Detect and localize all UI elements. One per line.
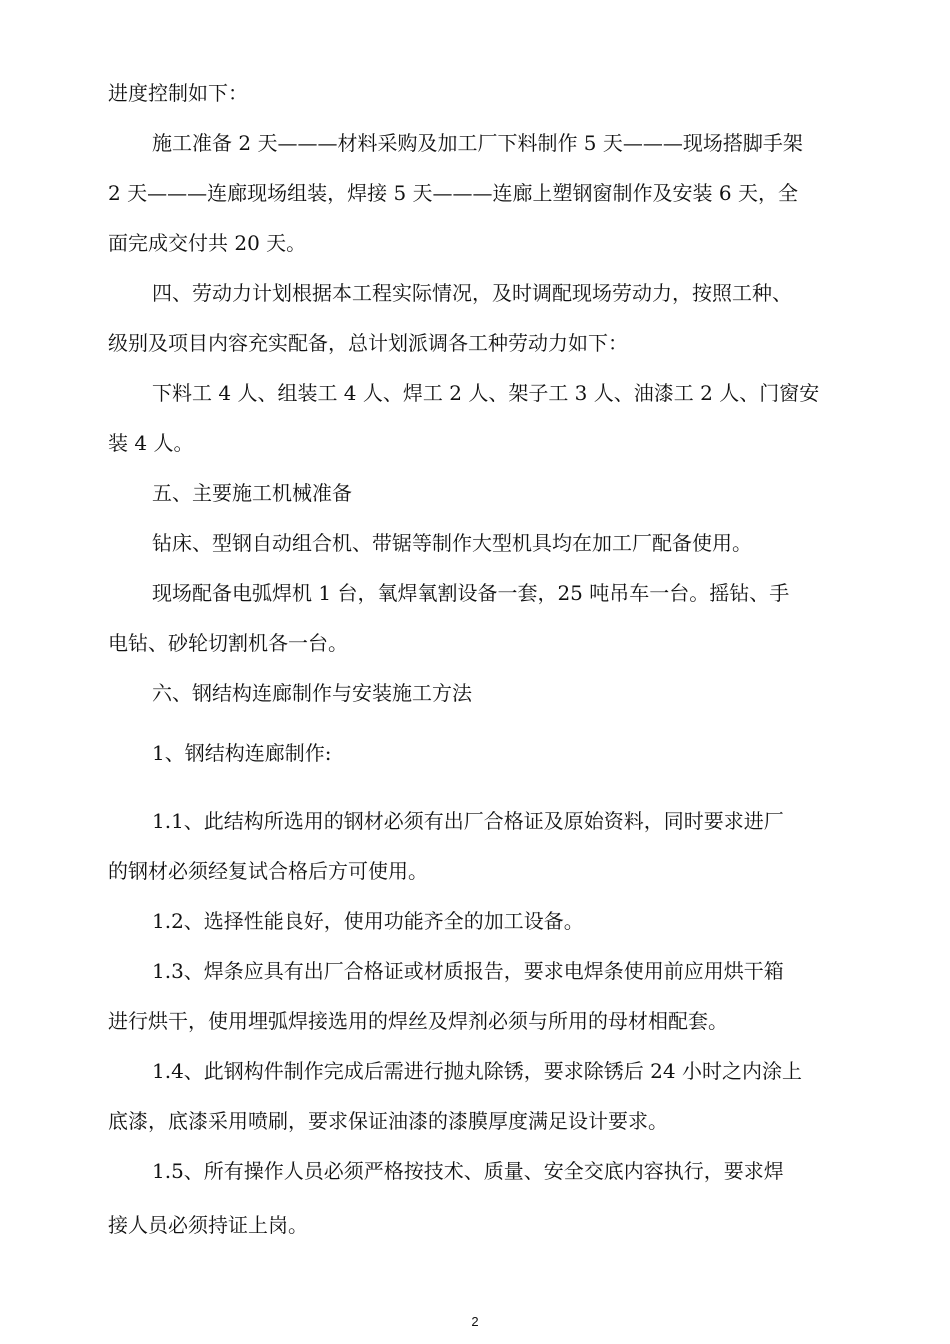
paragraph-line: 1.5、所有操作人员必须严格按技术、质量、安全交底内容执行，要求焊 xyxy=(152,1159,784,1183)
paragraph-line: 1.1、此结构所选用的钢材必须有出厂合格证及原始资料，同时要求进厂 xyxy=(152,809,784,833)
paragraph-line: 四、劳动力计划根据本工程实际情况，及时调配现场劳动力，按照工种、 xyxy=(152,281,792,305)
paragraph-line: 进行烘干，使用埋弧焊接选用的焊丝及焊剂必须与所用的母材相配套。 xyxy=(108,1009,728,1033)
paragraph-line: 进度控制如下： xyxy=(108,81,248,105)
paragraph-line: 施工准备 2 天———材料采购及加工厂下料制作 5 天———现场搭脚手架 xyxy=(152,131,803,155)
paragraph-line: 级别及项目内容充实配备，总计划派调各工种劳动力如下： xyxy=(108,331,628,355)
paragraph-line: 1.4、此钢构件制作完成后需进行抛丸除锈，要求除锈后 24 小时之内涂上 xyxy=(152,1059,802,1083)
paragraph-line: 电钻、砂轮切割机各一台。 xyxy=(108,631,348,655)
paragraph-line: 接人员必须持证上岗。 xyxy=(108,1213,308,1237)
subsection-heading: 1、钢结构连廊制作: xyxy=(152,741,332,765)
paragraph-line: 装 4 人。 xyxy=(108,431,194,455)
section-heading: 六、钢结构连廊制作与安装施工方法 xyxy=(152,681,472,705)
paragraph-line: 底漆，底漆采用喷刷，要求保证油漆的漆膜厚度满足设计要求。 xyxy=(108,1109,668,1133)
paragraph-line: 1.2、选择性能良好，使用功能齐全的加工设备。 xyxy=(152,909,584,933)
paragraph-line: 2 天———连廊现场组装，焊接 5 天———连廊上塑钢窗制作及安装 6 天，全 xyxy=(108,181,798,205)
paragraph-line: 钻床、型钢自动组合机、带锯等制作大型机具均在加工厂配备使用。 xyxy=(152,531,752,555)
section-heading: 五、主要施工机械准备 xyxy=(152,481,352,505)
page-number: 2 xyxy=(471,1314,479,1329)
paragraph-line: 现场配备电弧焊机 1 台，氧焊氧割设备一套，25 吨吊车一台。摇钻、手 xyxy=(152,581,790,605)
paragraph-line: 1.3、焊条应具有出厂合格证或材质报告，要求电焊条使用前应用烘干箱 xyxy=(152,959,784,983)
paragraph-line: 下料工 4 人、组装工 4 人、焊工 2 人、架子工 3 人、油漆工 2 人、门窗安 xyxy=(152,381,820,405)
paragraph-line: 的钢材必须经复试合格后方可使用。 xyxy=(108,859,428,883)
paragraph-line: 面完成交付共 20 天。 xyxy=(108,231,307,255)
